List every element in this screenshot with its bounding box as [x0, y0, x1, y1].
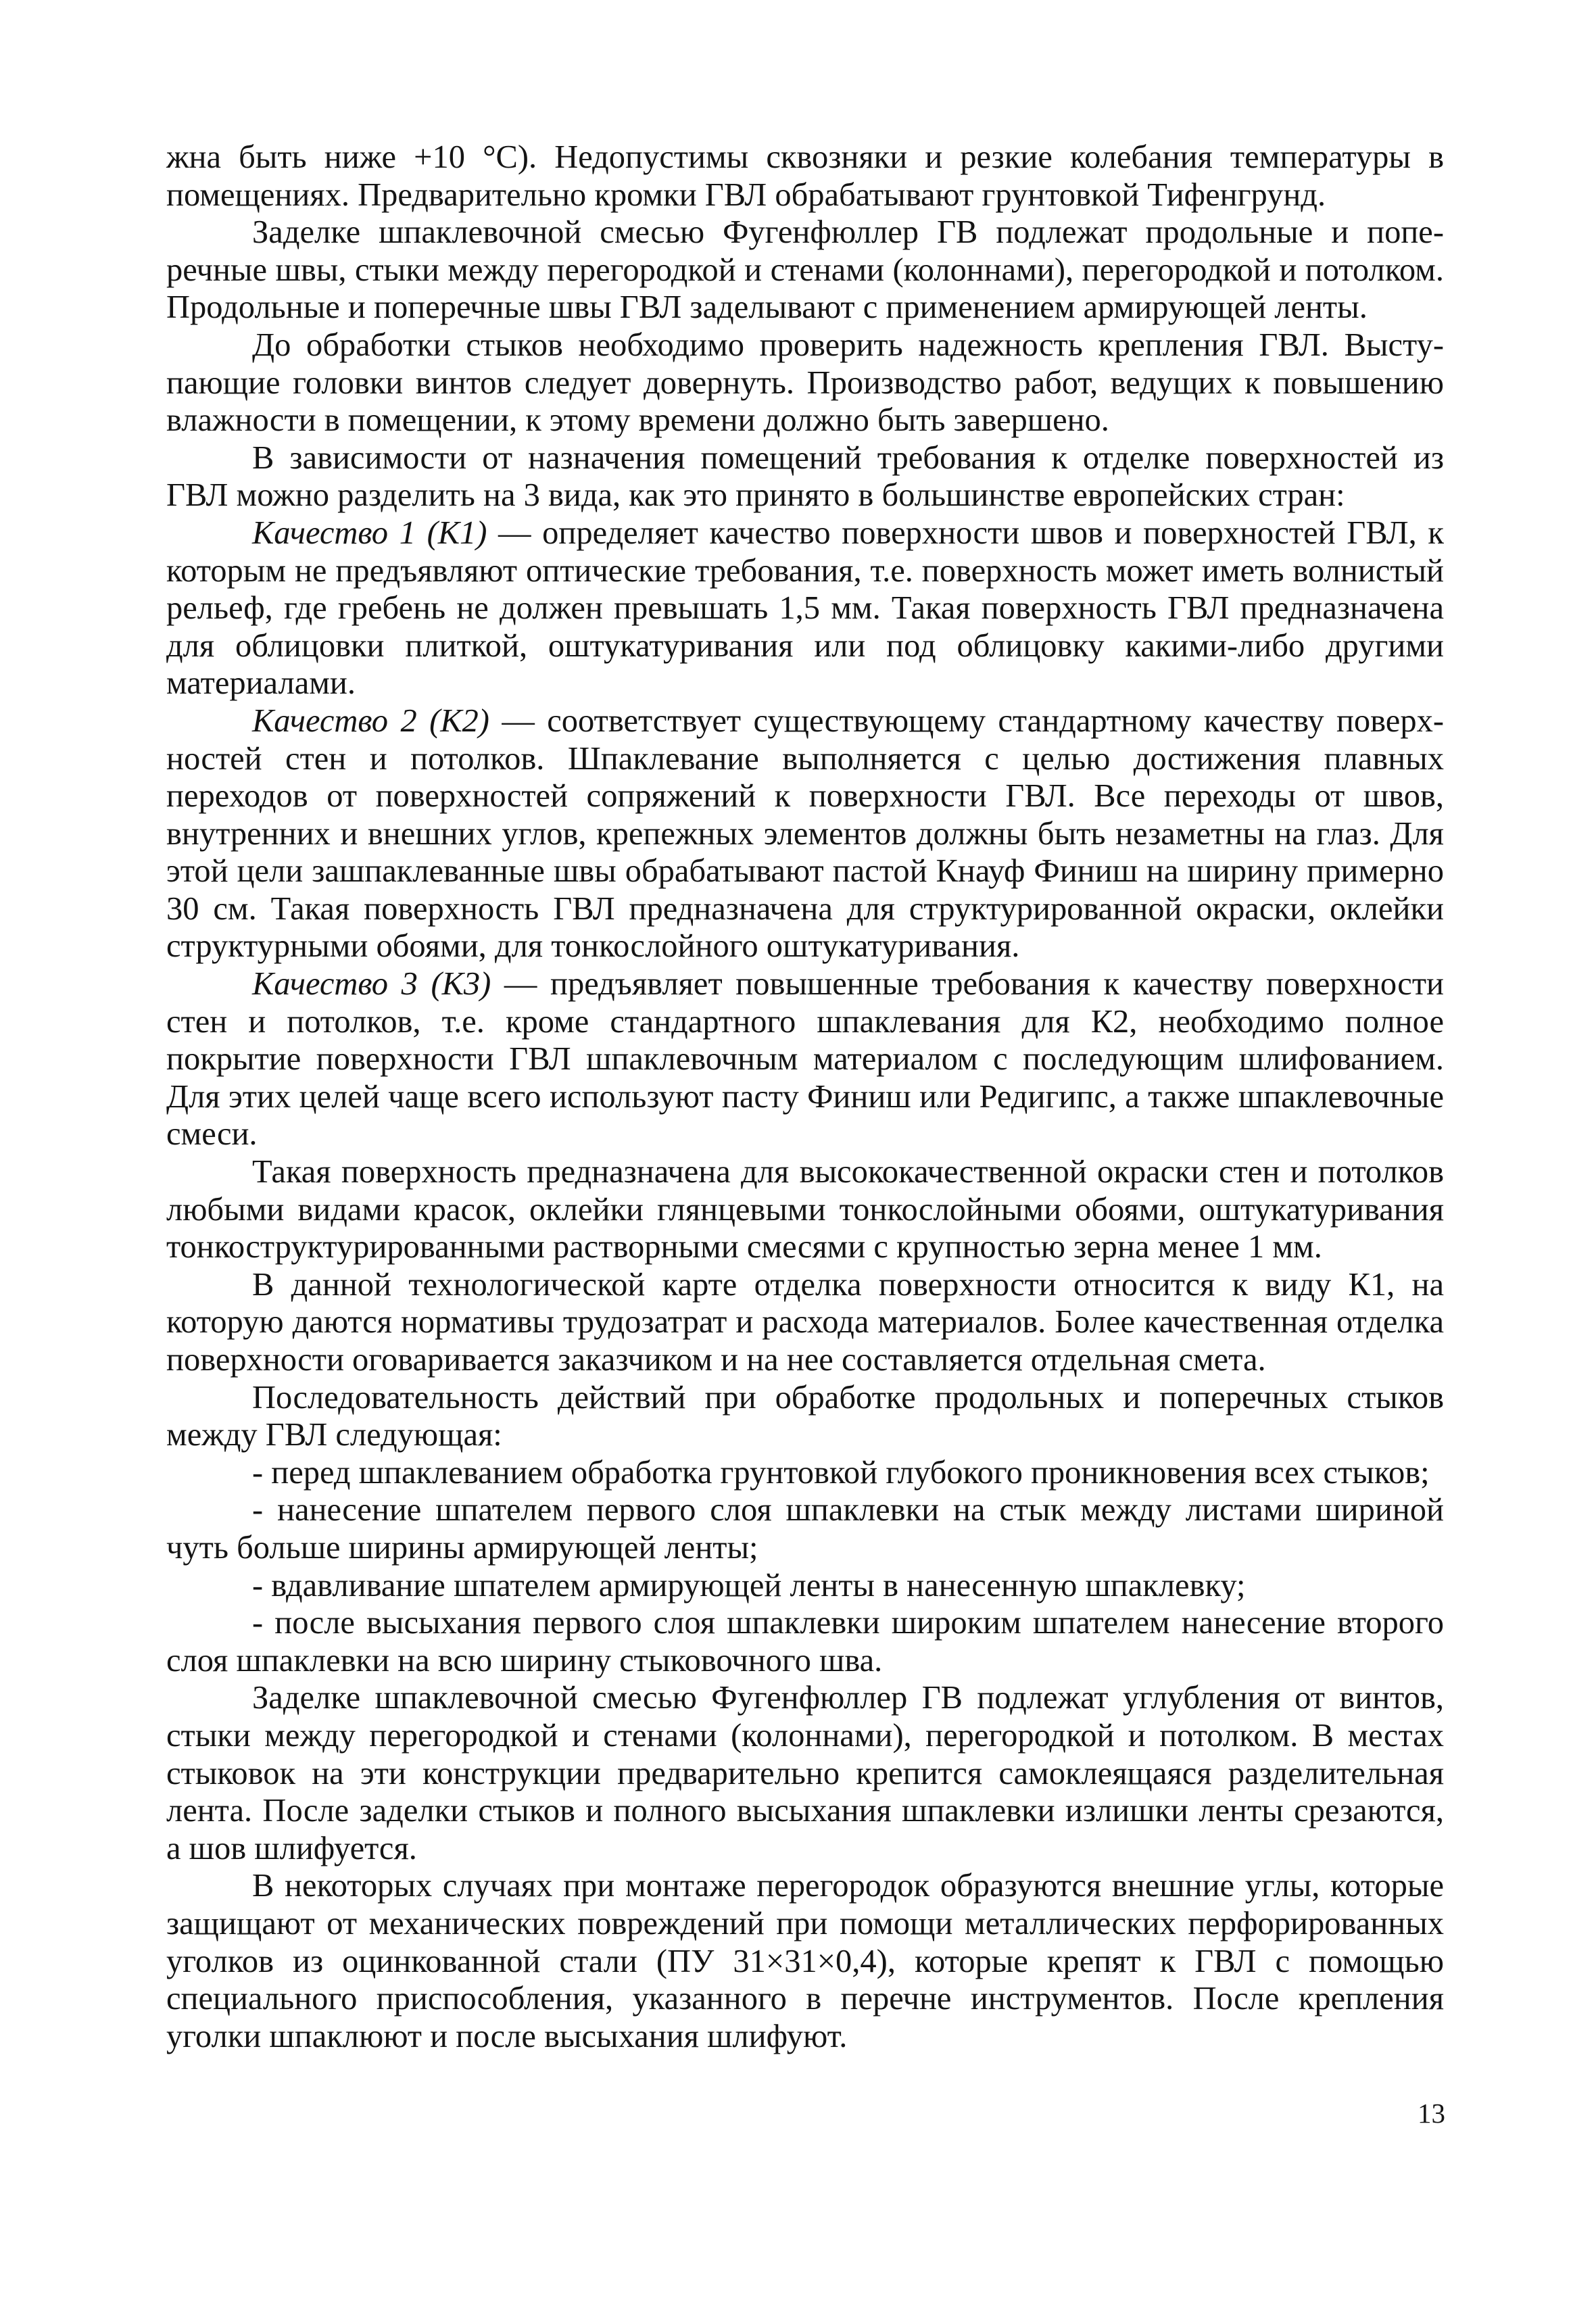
list-item: - нанесение шпателем первого слоя шпаклевки на стык между листами шириной чуть больше ширины армирующей ленты; [166, 1492, 1444, 1566]
paragraph: До обработки стыков необходимо проверить надежность крепления ГВЛ. Выступающие головки винтов следует довернуть. Производство работ, ведущих к повышению влажности в помещении, к этому времени должно быть завершено. [166, 327, 1444, 439]
paragraph: В зависимости от назначения помещений требования к отделке поверхностей из ГВЛ можно разделить на 3 вида, как это принято в большинстве европейских стран: [166, 439, 1444, 514]
quality-1-term: Качество 1 (К1) [252, 514, 487, 551]
paragraph: Заделке шпаклевочной смесью Фугенфюллер ГВ подлежат углубления от винтов, стыки между перегородкой и стенами (колоннами), перегородкой и потолком. В местах стыковок на эти конструкции предварительно крепится самоклеящаяся разделительная лента. После заделки стыков и полного высыхания шпаклевки излишки ленты срезаются, а шов шлифуется. [166, 1680, 1444, 1866]
list-item: - после высыхания первого слоя шпаклевки широким шпателем нанесение второго слоя шпаклевки на всю ширину стыковочного шва. [166, 1605, 1444, 1679]
quality-1-definition: — определяет качество поверхности швов и поверхностей ГВЛ, к которым не предъявляют оптические требования, т.е. поверхность может иметь волнистый рельеф, где гребень не должен превышать 1,5 мм. Такая поверхность ГВЛ предназначена для облицовки плиткой, оштукатуривания или под облицовку какими-либо другими материалами. [166, 514, 1444, 702]
quality-2-definition: — соответствует существующему стандартному качеству поверхностей стен и потолков. Шпаклевание выполняется с целью достижения плавных переходов от поверхностей сопряжений к поверхности ГВЛ. Все переходы от швов, внутренних и внешних углов, крепежных элементов должны быть незаметны на глаз. Для этой цели зашпаклеванные швы обрабатывают пастой Кнауф Финиш на ширину примерно 30 см. Такая поверхность ГВЛ предназначена для структурированной окраски, оклейки структурными обоями, для тонкослойного оштукатуривания. [166, 702, 1444, 965]
paragraph: Заделке шпаклевочной смесью Фугенфюллер ГВ подлежат продольные и поперечные швы, стыки между перегородкой и стенами (колоннами), перегородкой и потолком. Продольные и поперечные швы ГВЛ заделывают с применением армирующей ленты. [166, 214, 1444, 326]
paragraph: В некоторых случаях при монтаже перегородок образуются внешние углы, которые защищают от механических повреждений при помощи металлических перфорированных уголков из оцинкованной стали (ПУ 31×31×0,4), которые крепят к ГВЛ с помощью специального приспособления, указанного в перечне инструментов. После крепления уголки шпаклюют и после высыхания шлифуют. [166, 1868, 1444, 2054]
paragraph: Последовательность действий при обработке продольных и поперечных стыков между ГВЛ следующая: [166, 1379, 1444, 1453]
paragraph: жна быть ниже +10 °C). Недопустимы сквозняки и резкие колебания температуры в помещениях. Предварительно кромки ГВЛ обрабатывают грунтовкой Тифенгрунд. [166, 139, 1444, 213]
document-body [166, 139, 1444, 2055]
list-item: - вдавливание шпателем армирующей ленты в нанесенную шпаклевку; [252, 1567, 1246, 1603]
paragraph: В данной технологической карте отделка поверхности относится к виду К1, на которую даются нормативы трудозатрат и расхода материалов. Более качественная отделка поверхности оговаривается заказчиком и на нее составляется отдельная смета. [166, 1266, 1444, 1378]
quality-3-definition: — предъявляет повышенные требования к качеству поверхности стен и потолков, т.е. кроме стандартного шпаклевания для К2, необходимо полное покрытие поверхности ГВЛ шпаклевочным материалом с последующим шлифованием. Для этих целей чаще всего используют пасту Финиш или Редигипс, а также шпаклевочные смеси. [166, 966, 1444, 1153]
page-number: 13 [1418, 2098, 1445, 2129]
quality-3-term: Качество 3 (К3) [252, 966, 491, 1003]
paragraph-quality-1 [166, 514, 1444, 702]
list-item: - перед шпаклеванием обработка грунтовкой глубокого проникновения всех стыков; [252, 1454, 1430, 1491]
paragraph-quality-2 [166, 702, 1444, 965]
paragraph-quality-3 [166, 965, 1444, 1153]
paragraph: Такая поверхность предназначена для высококачественной окраски стен и потолков любыми видами красок, оклейки глянцевыми тонкослойными обоями, оштукатуривания тонкоструктурированными растворными смесями с крупностью зерна менее 1 мм. [166, 1154, 1444, 1265]
quality-2-term: Качество 2 (К2) [252, 702, 489, 739]
